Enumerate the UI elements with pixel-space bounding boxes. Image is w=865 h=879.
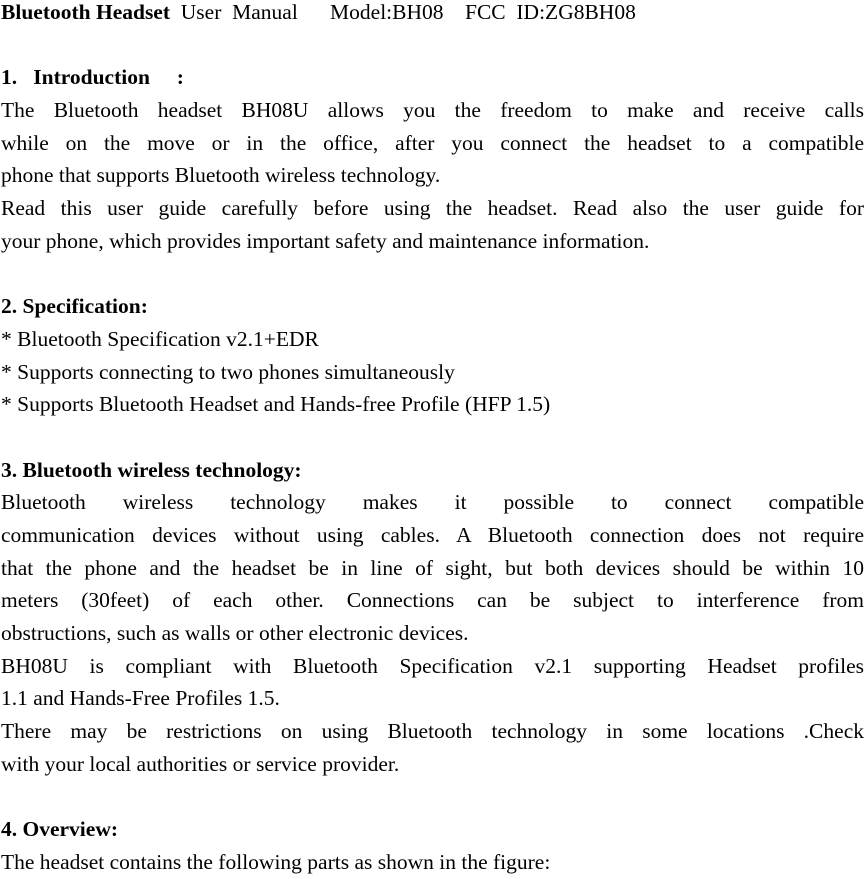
text-line: Bluetooth wireless technology makes it possible to connect compatible: [1, 490, 864, 515]
text-line: obstructions, such as walls or other electronic devices.: [1, 621, 469, 646]
text-line: meters (30feet) of each other. Connections can be subject to interference from: [1, 588, 864, 613]
spec-item: * Supports connecting to two phones simultaneously: [1, 359, 455, 384]
section-heading-introduction: 1. Introduction :: [1, 65, 184, 90]
text-line: The headset contains the following parts as shown in the figure:: [1, 849, 551, 874]
text-line: phone that supports Bluetooth wireless technology.: [1, 163, 441, 188]
text-line: communication devices without using cables. A Bluetooth connection does not require: [1, 523, 864, 547]
product-name: Bluetooth Headset: [1, 0, 171, 24]
text-line: while on the move or in the office, after you connect the headset to a compatible: [1, 130, 864, 155]
section-heading-specification: 2. Specification:: [1, 294, 148, 319]
text-line: BH08U is compliant with Bluetooth Specification v2.1 supporting Headset profiles: [1, 653, 864, 678]
text-line: with your local authorities or service provider.: [1, 751, 400, 776]
section-heading-bluetooth-technology: 3. Bluetooth wireless technology:: [1, 457, 302, 482]
model-info: User Manual Model:BH08 FCC ID:ZG8BH08: [170, 0, 636, 24]
spec-item: * Bluetooth Specification v2.1+EDR: [1, 326, 319, 351]
section-heading-overview: 4. Overview:: [1, 817, 119, 842]
text-line: that the phone and the headset be in line of sight, but both devices should be within 10: [1, 555, 864, 580]
text-line: The Bluetooth headset BH08U allows you the freedom to make and receive calls: [1, 98, 864, 123]
blank-line: [1, 421, 864, 454]
text-line: Read this user guide carefully before using the headset. Read also the user guide for: [1, 196, 864, 221]
blank-line: [1, 29, 864, 62]
blank-line: [1, 258, 864, 291]
document-title: [1, 0, 864, 29]
text-line: There may be restrictions on using Bluetooth technology in some locations .Check: [1, 719, 864, 744]
text-line: your phone, which provides important safety and maintenance information.: [1, 228, 650, 253]
text-line: 1.1 and Hands-Free Profiles 1.5.: [1, 686, 280, 711]
blank-line: [1, 781, 864, 814]
spec-item: * Supports Bluetooth Headset and Hands-free Profile (HFP 1.5): [1, 392, 551, 417]
